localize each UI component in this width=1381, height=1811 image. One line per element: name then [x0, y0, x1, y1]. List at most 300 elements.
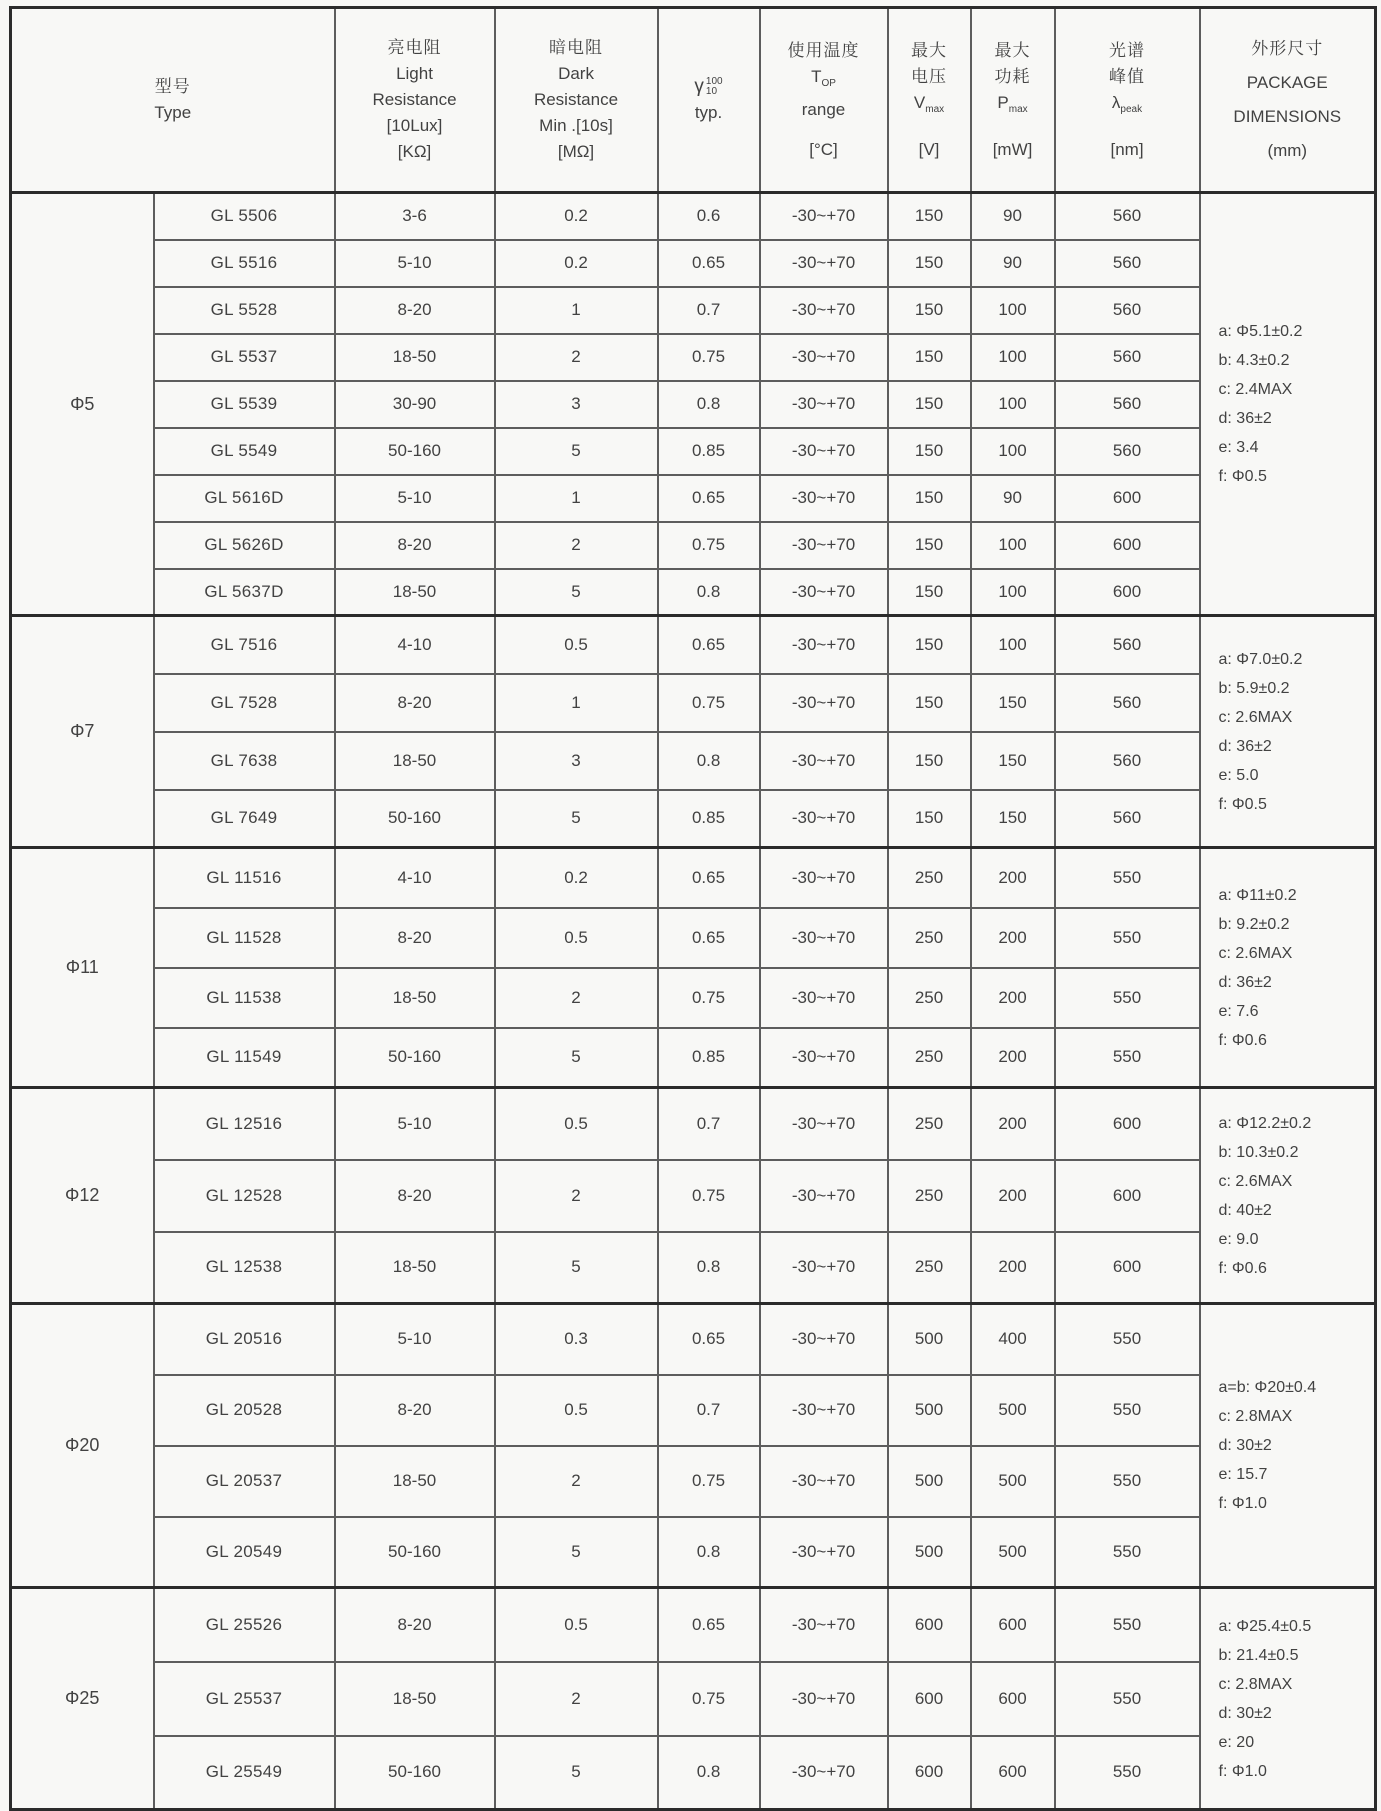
dark-resistance-cell: 5 — [495, 1736, 658, 1810]
light-resistance-cell: 50-160 — [335, 1028, 495, 1088]
light-resistance-cell: 18-50 — [335, 1446, 495, 1517]
dark-resistance-cell: 0.5 — [495, 1588, 658, 1662]
max-power-cell: 200 — [971, 1028, 1055, 1088]
temp-range-cell: -30~+70 — [760, 381, 888, 428]
max-power-cell: 200 — [971, 848, 1055, 908]
spec-table — [9, 6, 1377, 1811]
package-dimensions-cell — [1200, 193, 1376, 616]
model-cell: GL 12538 — [154, 1232, 335, 1304]
table-row — [11, 1232, 1376, 1304]
max-power-cell: 100 — [971, 428, 1055, 475]
max-power-cell: 600 — [971, 1736, 1055, 1810]
light-resistance-cell: 18-50 — [335, 1232, 495, 1304]
model-cell: GL 5537 — [154, 334, 335, 381]
dark-resistance-cell: 5 — [495, 1232, 658, 1304]
temp-range-cell: -30~+70 — [760, 1446, 888, 1517]
dimension-line: e: 3.4 — [1218, 439, 1259, 456]
model-cell: GL 20516 — [154, 1304, 335, 1375]
light-resistance-cell: 4-10 — [335, 848, 495, 908]
dark-resistance-cell: 1 — [495, 674, 658, 732]
gamma-cell: 0.8 — [658, 381, 760, 428]
spectral-peak-cell: 550 — [1055, 1662, 1200, 1736]
dark-resistance-cell: 0.5 — [495, 616, 658, 674]
max-voltage-cell: 150 — [888, 240, 971, 287]
table-row — [11, 1517, 1376, 1588]
package-dimensions-cell — [1200, 848, 1376, 1088]
max-voltage-cell: 250 — [888, 848, 971, 908]
gamma-cell: 0.65 — [658, 1304, 760, 1375]
table-row — [11, 1088, 1376, 1160]
temp-range-cell: -30~+70 — [760, 1736, 888, 1810]
max-voltage-cell: 500 — [888, 1517, 971, 1588]
dark-resistance-cell: 2 — [495, 522, 658, 569]
header-peak-zh: 峰值 — [1109, 66, 1146, 86]
spectral-peak-cell: 550 — [1055, 1028, 1200, 1088]
max-power-cell: 600 — [971, 1662, 1055, 1736]
header-light-unit: [KΩ] — [397, 142, 432, 161]
table-row — [11, 616, 1376, 674]
gamma-cell: 0.75 — [658, 522, 760, 569]
max-voltage-cell: 500 — [888, 1375, 971, 1446]
spec-table-header — [11, 8, 1376, 193]
gamma-cell: 0.8 — [658, 569, 760, 616]
light-resistance-cell: 4-10 — [335, 616, 495, 674]
dark-resistance-cell: 5 — [495, 1517, 658, 1588]
max-voltage-cell: 600 — [888, 1588, 971, 1662]
spectral-peak-cell: 550 — [1055, 848, 1200, 908]
header-light-zh: 亮电阻 — [387, 38, 442, 57]
light-resistance-cell: 18-50 — [335, 968, 495, 1028]
max-voltage-cell: 150 — [888, 381, 971, 428]
max-power-cell: 100 — [971, 522, 1055, 569]
spectral-peak-cell: 560 — [1055, 193, 1200, 240]
light-resistance-cell: 8-20 — [335, 522, 495, 569]
model-cell: GL 7649 — [154, 790, 335, 848]
model-cell: GL 5626D — [154, 522, 335, 569]
spectral-peak-cell: 600 — [1055, 1160, 1200, 1232]
max-voltage-cell: 150 — [888, 732, 971, 790]
group-label-cell: Φ20 — [11, 1304, 154, 1588]
header-light-line: [10Lux] — [386, 116, 443, 135]
package-dimensions-cell — [1200, 1304, 1376, 1588]
header-dark-unit: [MΩ] — [557, 142, 595, 161]
light-resistance-cell: 3-6 — [335, 193, 495, 240]
group-label-cell: Φ12 — [11, 1088, 154, 1304]
dimension-line: c: 2.6MAX — [1218, 1172, 1293, 1190]
dimension-line: a: Φ5.1±0.2 — [1218, 323, 1303, 340]
dimension-line: a: Φ25.4±0.5 — [1218, 1617, 1312, 1635]
table-row — [11, 287, 1376, 334]
temp-range-cell: -30~+70 — [760, 790, 888, 848]
max-power-cell: 500 — [971, 1375, 1055, 1446]
max-voltage-cell: 500 — [888, 1446, 971, 1517]
header-gamma — [658, 8, 760, 193]
temp-range-cell: -30~+70 — [760, 968, 888, 1028]
model-cell: GL 7516 — [154, 616, 335, 674]
max-voltage-cell: 150 — [888, 287, 971, 334]
dimension-line: d: 36±2 — [1218, 973, 1272, 991]
max-voltage-cell: 150 — [888, 475, 971, 522]
max-power-cell: 100 — [971, 287, 1055, 334]
model-cell: GL 25526 — [154, 1588, 335, 1662]
temp-range-cell: -30~+70 — [760, 334, 888, 381]
temp-range-cell: -30~+70 — [760, 1375, 888, 1446]
max-power-cell: 90 — [971, 240, 1055, 287]
gamma-cell: 0.8 — [658, 1232, 760, 1304]
max-power-cell: 200 — [971, 1232, 1055, 1304]
header-temperature — [760, 8, 888, 193]
light-resistance-cell: 8-20 — [335, 1375, 495, 1446]
spectral-peak-cell: 550 — [1055, 1736, 1200, 1810]
model-cell: GL 11516 — [154, 848, 335, 908]
gamma-sup: 100 — [705, 76, 723, 87]
spectral-peak-cell: 600 — [1055, 522, 1200, 569]
header-temp-range: range — [801, 99, 846, 119]
max-voltage-cell: 250 — [888, 1232, 971, 1304]
temp-range-cell: -30~+70 — [760, 428, 888, 475]
spectral-peak-cell: 560 — [1055, 428, 1200, 475]
dimension-line: e: 9.0 — [1218, 1230, 1259, 1248]
light-resistance-cell: 18-50 — [335, 1662, 495, 1736]
spectral-peak-cell: 600 — [1055, 1232, 1200, 1304]
dark-resistance-cell: 0.2 — [495, 240, 658, 287]
temp-range-cell: -30~+70 — [760, 240, 888, 287]
dimension-line: e: 15.7 — [1218, 1466, 1268, 1483]
max-power-cell: 100 — [971, 616, 1055, 674]
max-power-cell: 200 — [971, 908, 1055, 968]
dimension-line: f: Φ0.5 — [1218, 468, 1267, 485]
gamma-cell: 0.75 — [658, 334, 760, 381]
spectral-peak-cell: 550 — [1055, 1588, 1200, 1662]
dimension-line: a: Φ12.2±0.2 — [1218, 1114, 1312, 1132]
max-power-cell: 90 — [971, 193, 1055, 240]
header-light-line: Light — [396, 64, 433, 83]
gamma-cell: 0.75 — [658, 1662, 760, 1736]
dimension-line: c: 2.6MAX — [1218, 944, 1293, 962]
max-power-cell: 600 — [971, 1588, 1055, 1662]
dark-resistance-cell: 2 — [495, 1662, 658, 1736]
max-voltage-cell: 150 — [888, 522, 971, 569]
max-power-cell: 150 — [971, 732, 1055, 790]
gamma-cell: 0.85 — [658, 790, 760, 848]
header-light-resistance — [335, 8, 495, 193]
max-power-cell: 500 — [971, 1446, 1055, 1517]
spectral-peak-cell: 550 — [1055, 968, 1200, 1028]
header-vmax-unit: [V] — [918, 139, 940, 159]
max-power-cell: 400 — [971, 1304, 1055, 1375]
max-power-cell: 100 — [971, 334, 1055, 381]
dimension-line: b: 4.3±0.2 — [1218, 352, 1290, 369]
max-voltage-cell: 150 — [888, 569, 971, 616]
header-temp-unit: [°C] — [809, 139, 838, 159]
dark-resistance-cell: 2 — [495, 968, 658, 1028]
dimension-line: d: 30±2 — [1218, 1437, 1272, 1454]
temp-range-cell: -30~+70 — [760, 475, 888, 522]
header-type — [11, 8, 335, 193]
temp-range-cell: -30~+70 — [760, 569, 888, 616]
header-dark-resistance — [495, 8, 658, 193]
model-cell: GL 11549 — [154, 1028, 335, 1088]
model-cell: GL 7638 — [154, 732, 335, 790]
dark-resistance-cell: 0.2 — [495, 193, 658, 240]
header-vmax-zh: 电压 — [911, 66, 948, 86]
dimension-line: c: 2.4MAX — [1218, 381, 1293, 398]
table-row — [11, 1588, 1376, 1662]
gamma-cell: 0.7 — [658, 1088, 760, 1160]
table-row — [11, 1028, 1376, 1088]
dimension-line: f: Φ0.6 — [1218, 1031, 1267, 1049]
table-row — [11, 193, 1376, 240]
dark-resistance-cell: 0.5 — [495, 1088, 658, 1160]
dark-resistance-cell: 5 — [495, 790, 658, 848]
temp-range-cell: -30~+70 — [760, 674, 888, 732]
model-cell: GL 5616D — [154, 475, 335, 522]
dimension-line: f: Φ1.0 — [1218, 1495, 1267, 1512]
light-resistance-cell: 18-50 — [335, 334, 495, 381]
table-row — [11, 1160, 1376, 1232]
header-spectral-peak — [1055, 8, 1200, 193]
gamma-cell: 0.65 — [658, 908, 760, 968]
temp-range-cell: -30~+70 — [760, 732, 888, 790]
gamma-cell: 0.8 — [658, 1736, 760, 1810]
temp-range-cell: -30~+70 — [760, 1517, 888, 1588]
dimension-line: a: Φ7.0±0.2 — [1218, 650, 1303, 668]
header-dims-line: DIMENSIONS — [1233, 107, 1342, 126]
model-cell: GL 11528 — [154, 908, 335, 968]
max-power-cell: 200 — [971, 968, 1055, 1028]
spectral-peak-cell: 560 — [1055, 240, 1200, 287]
dimension-line: d: 36±2 — [1218, 410, 1272, 427]
header-max-power — [971, 8, 1055, 193]
dark-resistance-cell: 3 — [495, 732, 658, 790]
max-power-cell: 200 — [971, 1160, 1055, 1232]
dark-resistance-cell: 2 — [495, 1446, 658, 1517]
header-pmax-symbol: $P_{max}$ — [997, 92, 1028, 115]
dimension-line: f: Φ0.5 — [1218, 795, 1267, 813]
gamma-cell: 0.75 — [658, 674, 760, 732]
gamma-cell: 0.7 — [658, 1375, 760, 1446]
table-row — [11, 428, 1376, 475]
dimension-line: a=b: Φ20±0.4 — [1218, 1379, 1317, 1396]
table-row — [11, 334, 1376, 381]
table-row — [11, 790, 1376, 848]
temp-range-cell: -30~+70 — [760, 1088, 888, 1160]
table-row — [11, 1662, 1376, 1736]
dimension-line: d: 40±2 — [1218, 1201, 1272, 1219]
spectral-peak-cell: 560 — [1055, 732, 1200, 790]
max-power-cell: 500 — [971, 1517, 1055, 1588]
spectral-peak-cell: 550 — [1055, 1375, 1200, 1446]
light-resistance-cell: 5-10 — [335, 1088, 495, 1160]
max-voltage-cell: 150 — [888, 674, 971, 732]
temp-range-cell: -30~+70 — [760, 616, 888, 674]
temp-range-cell: -30~+70 — [760, 1232, 888, 1304]
max-power-cell: 100 — [971, 381, 1055, 428]
spectral-peak-cell: 550 — [1055, 1304, 1200, 1375]
model-cell: GL 5549 — [154, 428, 335, 475]
gamma-symbol — [694, 74, 722, 100]
light-resistance-cell: 5-10 — [335, 475, 495, 522]
header-peak-unit: [nm] — [1110, 139, 1144, 159]
package-dimensions-cell — [1200, 1588, 1376, 1810]
dark-resistance-cell: 0.2 — [495, 848, 658, 908]
max-voltage-cell: 150 — [888, 428, 971, 475]
dimension-line: b: 10.3±0.2 — [1218, 1143, 1299, 1161]
light-resistance-cell: 18-50 — [335, 732, 495, 790]
header-dark-line: Resistance — [533, 90, 619, 109]
dimension-line: d: 30±2 — [1218, 1704, 1272, 1722]
gamma-cell: 0.75 — [658, 1446, 760, 1517]
spectral-peak-cell: 560 — [1055, 334, 1200, 381]
light-resistance-cell: 8-20 — [335, 908, 495, 968]
light-resistance-cell: 30-90 — [335, 381, 495, 428]
temp-range-cell: -30~+70 — [760, 522, 888, 569]
gamma-cell: 0.65 — [658, 1588, 760, 1662]
gamma-cell: 0.85 — [658, 1028, 760, 1088]
header-pmax-unit: [mW] — [992, 139, 1033, 159]
table-row — [11, 1304, 1376, 1375]
model-cell: GL 20528 — [154, 1375, 335, 1446]
header-dims-unit: (mm) — [1267, 141, 1308, 160]
temp-range-cell: -30~+70 — [760, 287, 888, 334]
dimension-line: e: 5.0 — [1218, 766, 1259, 784]
package-dimensions-cell — [1200, 1088, 1376, 1304]
group-label-cell: Φ5 — [11, 193, 154, 616]
dark-resistance-cell: 2 — [495, 1160, 658, 1232]
gamma-cell: 0.65 — [658, 240, 760, 287]
max-voltage-cell: 150 — [888, 790, 971, 848]
max-voltage-cell: 600 — [888, 1736, 971, 1810]
light-resistance-cell: 8-20 — [335, 1160, 495, 1232]
dimension-line: c: 2.8MAX — [1218, 1408, 1293, 1425]
temp-range-cell: -30~+70 — [760, 1588, 888, 1662]
spectral-peak-cell: 560 — [1055, 674, 1200, 732]
gamma-cell: 0.65 — [658, 475, 760, 522]
table-row — [11, 475, 1376, 522]
header-light-line: Resistance — [372, 90, 457, 109]
header-pmax-zh: 功耗 — [994, 66, 1031, 86]
model-cell: GL 12516 — [154, 1088, 335, 1160]
spectral-peak-cell: 600 — [1055, 475, 1200, 522]
table-row — [11, 674, 1376, 732]
temp-range-cell: -30~+70 — [760, 1028, 888, 1088]
dark-resistance-cell: 5 — [495, 1028, 658, 1088]
max-voltage-cell: 250 — [888, 1028, 971, 1088]
group-label-cell: Φ7 — [11, 616, 154, 848]
max-power-cell: 150 — [971, 674, 1055, 732]
model-cell: GL 25549 — [154, 1736, 335, 1810]
model-cell: GL 7528 — [154, 674, 335, 732]
header-type-zh: 型号 — [154, 77, 191, 96]
table-row — [11, 908, 1376, 968]
dark-resistance-cell: 3 — [495, 381, 658, 428]
dimension-line: b: 5.9±0.2 — [1218, 679, 1290, 697]
model-cell: GL 25537 — [154, 1662, 335, 1736]
max-voltage-cell: 600 — [888, 1662, 971, 1736]
header-row — [11, 8, 1376, 193]
max-voltage-cell: 250 — [888, 908, 971, 968]
dimension-line: b: 21.4±0.5 — [1218, 1646, 1299, 1664]
header-dark-zh: 暗电阻 — [549, 38, 604, 57]
header-package-dimensions — [1200, 8, 1376, 193]
temp-range-cell: -30~+70 — [760, 193, 888, 240]
model-cell: GL 5637D — [154, 569, 335, 616]
dark-resistance-cell: 0.5 — [495, 1375, 658, 1446]
gamma-sub: 10 — [705, 86, 718, 97]
dark-resistance-cell: 1 — [495, 287, 658, 334]
dimension-line: a: Φ11±0.2 — [1218, 886, 1297, 904]
max-power-cell: 200 — [971, 1088, 1055, 1160]
header-temp-symbol: $T_{OP}$ — [811, 66, 836, 89]
header-dims-zh: 外形尺寸 — [1251, 39, 1324, 58]
spectral-peak-cell: 600 — [1055, 1088, 1200, 1160]
max-power-cell: 90 — [971, 475, 1055, 522]
max-power-cell: 150 — [971, 790, 1055, 848]
gamma-cell: 0.7 — [658, 287, 760, 334]
light-resistance-cell: 8-20 — [335, 1588, 495, 1662]
gamma-letter: γ — [694, 76, 704, 97]
gamma-cell: 0.6 — [658, 193, 760, 240]
temp-range-cell: -30~+70 — [760, 1662, 888, 1736]
package-dimensions-cell — [1200, 616, 1376, 848]
header-temp-zh: 使用温度 — [787, 40, 860, 60]
spectral-peak-cell: 560 — [1055, 790, 1200, 848]
gamma-cell: 0.75 — [658, 1160, 760, 1232]
light-resistance-cell: 50-160 — [335, 1517, 495, 1588]
temp-range-cell: -30~+70 — [760, 1160, 888, 1232]
model-cell: GL 11538 — [154, 968, 335, 1028]
header-pmax-zh: 最大 — [994, 40, 1031, 60]
header-peak-symbol: $\lambda_{peak}$ — [1111, 92, 1143, 115]
table-row — [11, 522, 1376, 569]
gamma-cell: 0.8 — [658, 732, 760, 790]
gamma-cell: 0.65 — [658, 616, 760, 674]
model-cell: GL 12528 — [154, 1160, 335, 1232]
model-cell: GL 20537 — [154, 1446, 335, 1517]
dark-resistance-cell: 5 — [495, 569, 658, 616]
table-row — [11, 1375, 1376, 1446]
table-row — [11, 968, 1376, 1028]
max-voltage-cell: 150 — [888, 193, 971, 240]
max-voltage-cell: 250 — [888, 968, 971, 1028]
light-resistance-cell: 50-160 — [335, 790, 495, 848]
spectral-peak-cell: 550 — [1055, 908, 1200, 968]
table-row — [11, 569, 1376, 616]
spectral-peak-cell: 560 — [1055, 287, 1200, 334]
header-vmax-symbol: $V_{max}$ — [913, 92, 945, 115]
table-row — [11, 732, 1376, 790]
dark-resistance-cell: 5 — [495, 428, 658, 475]
light-resistance-cell: 8-20 — [335, 674, 495, 732]
gamma-cell: 0.65 — [658, 848, 760, 908]
dimension-line: c: 2.6MAX — [1218, 708, 1293, 726]
model-cell: GL 5516 — [154, 240, 335, 287]
dimension-line: e: 7.6 — [1218, 1002, 1259, 1020]
light-resistance-cell: 8-20 — [335, 287, 495, 334]
dark-resistance-cell: 1 — [495, 475, 658, 522]
temp-range-cell: -30~+70 — [760, 908, 888, 968]
gamma-cell: 0.8 — [658, 1517, 760, 1588]
max-power-cell: 100 — [971, 569, 1055, 616]
light-resistance-cell: 5-10 — [335, 240, 495, 287]
header-type-en: Type — [154, 103, 192, 122]
dimension-line: f: Φ0.6 — [1218, 1259, 1267, 1277]
gamma-cell: 0.75 — [658, 968, 760, 1028]
temp-range-cell: -30~+70 — [760, 1304, 888, 1375]
spectral-peak-cell: 560 — [1055, 616, 1200, 674]
light-resistance-cell: 50-160 — [335, 428, 495, 475]
max-voltage-cell: 250 — [888, 1160, 971, 1232]
